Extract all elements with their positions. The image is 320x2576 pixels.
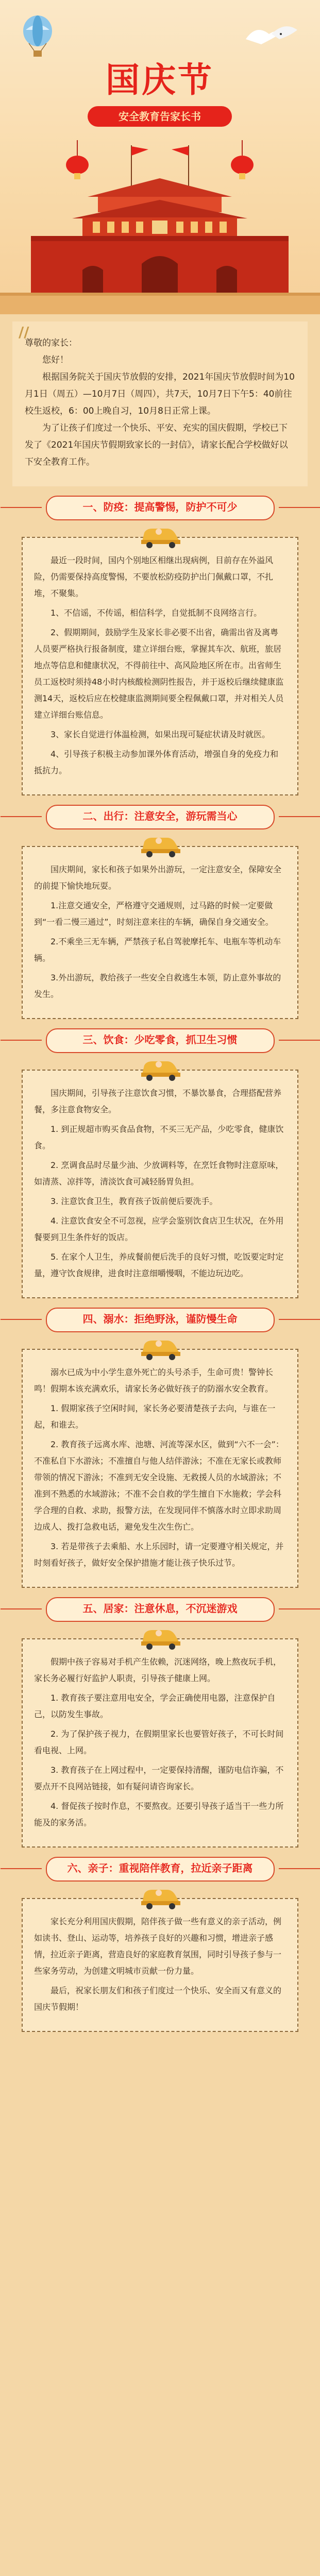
greeting: 尊敬的家长：	[25, 338, 77, 348]
section-paragraph: 4、引导孩子积极主动参加课外体育活动，增强自身的免疫力和抵抗力。	[34, 749, 279, 775]
section-paragraph: 溺水已成为中小学生意外死亡的头号杀手，生命可贵！警钟长鸣！假期本该充满欢乐，请家长务必做好孩子的防溺水安全教育。	[34, 1367, 274, 1394]
section-title: 二、出行：注意安全，游玩需当心	[46, 805, 275, 829]
car-icon	[137, 1624, 183, 1650]
section-paragraph: 假期中孩子容易对手机产生依赖，沉迷网络，晚上熬夜玩手机，家长务必履行好监护人职责，引导孩子健康上网。	[34, 1657, 282, 1683]
car-icon	[137, 1884, 183, 1909]
car-icon	[137, 522, 183, 548]
section-card	[22, 1638, 298, 1848]
section-paragraph: 2. 教育孩子远离水库、池塘、河流等深水区，做到“六不一会”：不准私自下水游泳；不准擅自与他人结伴游泳；不准在无家长或教师带领的情况下游泳；不准到无安全设施、无救援人员的水域游泳；不准到不熟悉的水域游泳；不准不会自救的学生擅自下水施救；学会科学合理的自救、求助，报警方法，在发现同伴不慎落水时立即求助周边成人、拨打急救电话，避免发生次生伤亡。	[34, 1439, 284, 1532]
subtitle-badge: 安全教育告家长书	[88, 106, 232, 127]
page-title	[82, 57, 237, 113]
section-paragraph: 3. 若是带孩子去乘船、水上乐园时，请一定要遵守相关规定，并时刻看好孩子，做好安全保护措施才能让孩子快乐过节。	[34, 1541, 284, 1568]
car-icon	[137, 1055, 183, 1081]
section-title: 五、居家：注意休息，不沉迷游戏	[46, 1597, 275, 1622]
section-card	[22, 1898, 298, 2032]
dove-icon	[241, 19, 302, 55]
section-paragraph: 1、不信谣，不传谣，相信科学，自觉抵制不良网络言行。	[50, 608, 262, 618]
section-paragraph: 国庆期间，引导孩子注意饮食习惯，不暴饮暴食，合理搭配营养餐，多注意食物安全。	[34, 1088, 282, 1114]
intro-letter	[12, 321, 308, 486]
hello: 您好！	[42, 355, 69, 365]
section-paragraph: 5. 在家个人卫生，养成餐前便后洗手的良好习惯，吃饭要定时定量，遵守饮食规律，进食时注意细嚼慢咽，不能边玩边吃。	[34, 1252, 284, 1278]
section-paragraph: 3、家长自觉进行体温检测，如果出现可疑症状请及时就医。	[50, 730, 271, 739]
section-paragraph: 国庆期间，家长和孩子如果外出游玩，一定注意安全，保障安全的前提下愉快地玩耍。	[34, 865, 282, 891]
section-paragraph: 3. 注意饮食卫生，教育孩子饭前便后要洗手。	[50, 1196, 218, 1206]
car-icon	[137, 1334, 183, 1360]
section-title: 一、防疫：提高警惕，防护不可少	[46, 496, 275, 520]
section-paragraph: 3. 教育孩子在上网过程中，一定要保持清醒，谨防电信诈骗，不要点开不良网站链接，如有疑问请咨询家长。	[34, 1765, 284, 1791]
intro-paragraph: 为了让孩子们度过一个快乐、平安、充实的国庆假期，学校已下发了《2021年国庆节假期致家长的一封信》，请家长配合学校做好以下安全教育工作。	[25, 423, 288, 467]
section-paragraph: 4. 督促孩子按时作息，不要熬夜。还要引导孩子适当干一些力所能及的家务活。	[34, 1801, 284, 1827]
tiananmen-illustration	[0, 135, 320, 314]
hero-banner	[0, 0, 320, 314]
section-paragraph: 2.不乘坐三无车辆，严禁孩子私自驾驶摩托车、电瓶车等机动车辆。	[34, 937, 281, 963]
balloon-icon	[20, 14, 56, 59]
section-card	[22, 846, 298, 1019]
section-title: 六、亲子：重视陪伴教育，拉近亲子距离	[46, 1857, 275, 1882]
section-title: 三、饮食：少吃零食，抓卫生习惯	[46, 1028, 275, 1053]
section-paragraph: 2. 为了保护孩子视力，在假期里家长也要管好孩子，不可长时间看电视、上网。	[34, 1729, 284, 1755]
section-paragraph: 1. 教育孩子要注意用电安全，学会正确使用电器，注意保护自己，以防发生事故。	[34, 1693, 276, 1719]
section-paragraph: 1.注意交通安全，严格遵守交通规则，过马路的时候一定要做到“一看二慢三通过”，时刻注意来往的车辆，确保自身交通安全。	[34, 901, 274, 927]
title-text: 国庆节	[106, 60, 214, 100]
car-icon	[137, 832, 183, 857]
intro-paragraph: 根据国务院关于国庆节放假的安排，2021年国庆节放假时间为10月1日（周五）—10月7日（周四），共7天，10月7日下午5：40前往校生返校，6：00上晚自习，10月8日正常上课。	[25, 372, 295, 416]
quote-icon: //	[19, 324, 29, 341]
section-paragraph: 家长充分利用国庆假期，陪伴孩子做一些有意义的亲子活动，例如读书、登山、运动等，培养孩子良好的兴趣和习惯，增进亲子感情，拉近亲子距离，营造良好的家庭教育氛围，同时引导孩子参与一些家务劳动，为创建文明城市贡献一份力量。	[34, 1917, 282, 1976]
section-paragraph: 4. 注意饮食安全不可忽视，应学会鉴别饮食店卫生状况，在外用餐要到卫生条件好的饭店。	[34, 1216, 284, 1242]
closing-paragraph: 最后，祝家长朋友们和孩子们度过一个快乐、安全而又有意义的国庆节假期！	[34, 1986, 282, 2012]
section-title: 四、溺水：拒绝野泳，谨防慢生命	[46, 1308, 275, 1332]
section-card	[22, 537, 298, 795]
section-paragraph: 2. 烹调食品时尽量少油、少放调料等，在烹饪食物时注意原味，如清蒸、凉拌等，清淡饮食可减轻肠胃负担。	[34, 1160, 284, 1187]
section-paragraph: 1. 假期家孩子空闲时间，家长务必要清楚孩子去向，与谁在一起，和谁去。	[34, 1403, 276, 1430]
section-card	[22, 1349, 298, 1588]
section-paragraph: 1. 到正规超市购买食品食物，不买三无产品，少吃零食，健康饮食。	[34, 1124, 284, 1150]
section-paragraph: 3.外出游玩，教给孩子一些安全自救逃生本领，防止意外事故的发生。	[34, 973, 281, 999]
section-card	[22, 1070, 298, 1298]
section-paragraph: 最近一段时间，国内个别地区相继出现病例，目前存在外溢风险，仍需要保持高度警惕，不要放松防疫防护出门佩戴口罩，不扎堆，不聚集。	[34, 555, 274, 598]
section-paragraph: 2、假期期间，鼓励学生及家长非必要不出省，确需出省及离粤人员要严格执行报备制度，建立详细台账，掌握其车次、航班，旅居地点等信息和健康状况，不得前往中、高风险地区所在市。出省师生员工返校时须持48小时内核酸检测阴性报告，并于返校后继续健康监测14天，返校后应在校健康监测期间要全程佩戴口罩，并对相关人员建立详细台账信息。	[34, 628, 284, 720]
main-content	[0, 321, 320, 2032]
